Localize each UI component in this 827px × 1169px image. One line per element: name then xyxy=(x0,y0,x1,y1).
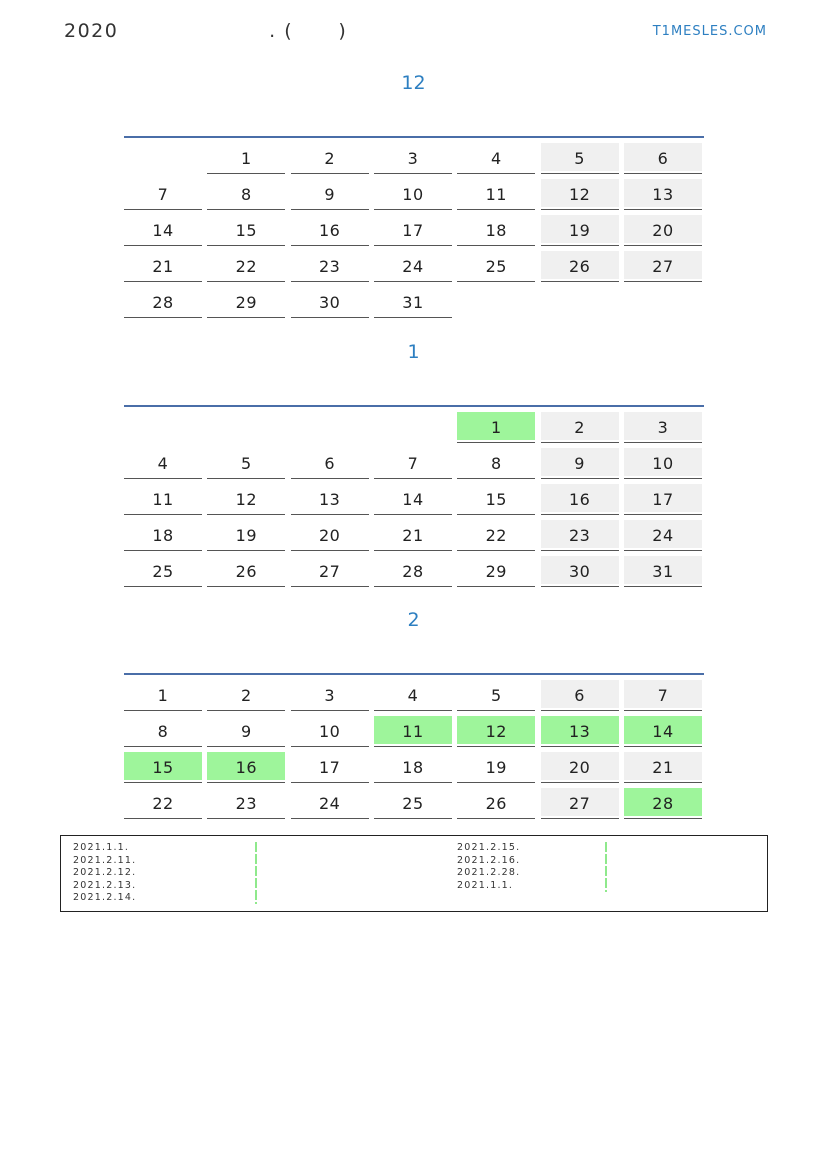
legend-date: 2021.1.1. xyxy=(73,842,130,853)
legend-date: 2021.2.14. xyxy=(73,892,137,903)
day-number: 12 xyxy=(235,490,257,509)
day-number: 30 xyxy=(568,562,591,581)
day-number: 11 xyxy=(152,490,174,509)
day-number: 4 xyxy=(407,686,419,705)
day-number: 29 xyxy=(485,562,507,581)
calendar-day xyxy=(541,246,619,282)
day-number: 24 xyxy=(318,794,341,813)
day-number: 22 xyxy=(235,257,257,276)
calendar-day xyxy=(291,515,369,551)
calendar-day xyxy=(374,783,452,819)
day-number: 6 xyxy=(657,149,669,168)
day-number: 10 xyxy=(402,185,424,204)
day-number: 8 xyxy=(490,454,502,473)
calendar-day xyxy=(124,174,202,210)
calendar-empty-cell xyxy=(457,282,535,318)
day-number: 18 xyxy=(402,758,424,777)
calendar-day xyxy=(541,783,619,819)
day-number: 29 xyxy=(235,293,257,312)
calendar-day xyxy=(374,210,452,246)
calendar-day xyxy=(124,443,202,479)
day-number: 23 xyxy=(235,794,257,813)
day-number: 24 xyxy=(652,526,674,545)
calendar-day xyxy=(124,515,202,551)
calendar-month-12 xyxy=(124,136,704,318)
day-number: 20 xyxy=(652,221,674,240)
calendar-day xyxy=(374,675,452,711)
day-number: 22 xyxy=(152,794,174,813)
day-number: 19 xyxy=(485,758,507,777)
calendar-week-row xyxy=(124,479,704,515)
month-title-12: 12 xyxy=(401,72,426,94)
calendar-week-row xyxy=(124,210,704,246)
day-number: 1 xyxy=(157,686,169,705)
calendar-day xyxy=(291,210,369,246)
day-number: 11 xyxy=(402,722,424,741)
calendar-day xyxy=(374,246,452,282)
calendar-day xyxy=(207,747,285,783)
calendar-week-row xyxy=(124,407,704,443)
day-number: 7 xyxy=(657,686,669,705)
day-number: 31 xyxy=(402,293,424,312)
calendar-day xyxy=(124,783,202,819)
calendar-day xyxy=(624,174,702,210)
month-title-2: 2 xyxy=(407,609,420,631)
calendar-day xyxy=(291,711,369,747)
calendar-day xyxy=(374,551,452,587)
calendar-day xyxy=(457,675,535,711)
calendar-week-row xyxy=(124,675,704,711)
calendar-day xyxy=(624,246,702,282)
calendar-day xyxy=(457,711,535,747)
day-number: 9 xyxy=(574,454,585,473)
day-number: 5 xyxy=(574,149,585,168)
day-number: 15 xyxy=(485,490,507,509)
legend-left-column xyxy=(73,842,136,905)
day-number: 3 xyxy=(657,418,669,437)
day-number: 8 xyxy=(240,185,252,204)
calendar-day xyxy=(124,551,202,587)
calendar-day xyxy=(207,174,285,210)
day-number: 25 xyxy=(485,257,507,276)
day-number: 20 xyxy=(318,526,341,545)
day-number: 11 xyxy=(485,185,507,204)
day-number: 6 xyxy=(324,454,335,473)
day-number: 27 xyxy=(318,562,341,581)
day-number: 5 xyxy=(490,686,502,705)
day-number: 27 xyxy=(652,257,674,276)
calendar-day xyxy=(541,675,619,711)
calendar-empty-cell xyxy=(124,138,202,174)
calendar-day xyxy=(624,210,702,246)
calendar-day xyxy=(374,443,452,479)
calendar-day xyxy=(457,515,535,551)
day-number: 3 xyxy=(324,686,335,705)
calendar-day xyxy=(374,515,452,551)
calendar-day xyxy=(207,282,285,318)
day-number: 4 xyxy=(157,454,169,473)
calendar-day xyxy=(374,711,452,747)
day-number: 18 xyxy=(152,526,174,545)
calendar-day xyxy=(457,783,535,819)
calendar-day xyxy=(291,747,369,783)
calendar-day xyxy=(291,443,369,479)
legend-right-marker xyxy=(605,842,607,892)
calendar-day xyxy=(541,443,619,479)
calendar-day xyxy=(207,138,285,174)
calendar-day xyxy=(374,479,452,515)
calendar-day xyxy=(457,174,535,210)
day-number: 19 xyxy=(568,221,591,240)
day-number: 19 xyxy=(235,526,257,545)
month-title-1: 1 xyxy=(407,341,420,363)
calendar-day xyxy=(624,407,702,443)
calendar-day xyxy=(124,210,202,246)
calendar-day xyxy=(624,443,702,479)
day-number: 28 xyxy=(152,293,174,312)
day-number: 26 xyxy=(235,562,257,581)
day-number: 18 xyxy=(485,221,507,240)
calendar-day xyxy=(457,551,535,587)
calendar-day xyxy=(374,282,452,318)
calendar-day xyxy=(291,174,369,210)
day-number: 21 xyxy=(652,758,674,777)
calendar-day xyxy=(457,246,535,282)
legend-date: 2021.2.28. xyxy=(457,867,521,878)
calendar-day xyxy=(624,711,702,747)
day-number: 9 xyxy=(324,185,335,204)
day-number: 14 xyxy=(152,221,174,240)
day-number: 27 xyxy=(568,794,591,813)
calendar-day xyxy=(624,138,702,174)
calendar-day xyxy=(624,515,702,551)
day-number: 17 xyxy=(402,221,424,240)
day-number: 22 xyxy=(485,526,507,545)
day-number: 2 xyxy=(240,686,252,705)
legend-date: 2021.1.1. xyxy=(457,879,514,891)
calendar-day xyxy=(291,479,369,515)
calendar-day xyxy=(457,479,535,515)
calendar-day xyxy=(624,479,702,515)
calendar-day xyxy=(457,210,535,246)
legend-right-column xyxy=(457,842,520,892)
site-link[interactable]: T1MESLES.COM xyxy=(652,24,767,39)
day-number: 14 xyxy=(652,722,674,741)
day-number: 20 xyxy=(568,758,591,777)
day-number: 4 xyxy=(490,149,502,168)
day-number: 9 xyxy=(240,722,252,741)
calendar-day xyxy=(457,407,535,443)
calendar-day xyxy=(624,747,702,783)
calendar-week-row xyxy=(124,282,704,318)
calendar-day xyxy=(541,479,619,515)
calendar-empty-cell xyxy=(291,407,369,443)
calendar-day xyxy=(291,675,369,711)
day-number: 17 xyxy=(652,490,674,509)
calendar-day xyxy=(374,138,452,174)
day-number: 21 xyxy=(402,526,424,545)
day-number: 28 xyxy=(652,794,674,813)
calendar-week-row xyxy=(124,551,704,587)
calendar-day xyxy=(374,174,452,210)
day-number: 28 xyxy=(402,562,424,581)
calendar-day xyxy=(541,174,619,210)
calendar-day xyxy=(624,675,702,711)
page-header-year: 2020 . ( ) xyxy=(64,20,348,42)
calendar-day xyxy=(374,747,452,783)
day-number: 30 xyxy=(318,293,341,312)
calendar-month-1 xyxy=(124,405,704,587)
calendar-week-row xyxy=(124,515,704,551)
calendar-day xyxy=(207,675,285,711)
calendar-day xyxy=(207,515,285,551)
calendar-empty-cell xyxy=(207,407,285,443)
calendar-day xyxy=(624,783,702,819)
calendar-week-row xyxy=(124,443,704,479)
calendar-day xyxy=(457,443,535,479)
calendar-day xyxy=(291,282,369,318)
day-number: 1 xyxy=(240,149,252,168)
calendar-day xyxy=(207,443,285,479)
calendar-day xyxy=(207,479,285,515)
calendar-empty-cell xyxy=(541,282,619,318)
calendar-week-row xyxy=(124,138,704,174)
calendar-day xyxy=(291,138,369,174)
day-number: 12 xyxy=(568,185,591,204)
day-number: 1 xyxy=(490,418,502,437)
day-number: 21 xyxy=(152,257,174,276)
calendar-day xyxy=(124,711,202,747)
calendar-day xyxy=(207,551,285,587)
legend-left-marker xyxy=(255,842,257,904)
calendar-week-row xyxy=(124,246,704,282)
calendar-day xyxy=(541,515,619,551)
calendar-week-row xyxy=(124,711,704,747)
calendar-day xyxy=(624,551,702,587)
day-number: 10 xyxy=(318,722,341,741)
day-number: 13 xyxy=(318,490,341,509)
calendar-day xyxy=(207,783,285,819)
legend-date: 2021.2.11. xyxy=(73,854,137,866)
legend-date: 2021.2.16. xyxy=(457,854,521,866)
day-number: 6 xyxy=(574,686,585,705)
calendar-day xyxy=(207,246,285,282)
day-number: 2 xyxy=(574,418,585,437)
calendar-week-row xyxy=(124,747,704,783)
legend-date: 2021.2.15. xyxy=(457,842,521,853)
calendar-day xyxy=(457,138,535,174)
calendar-day xyxy=(124,282,202,318)
calendar-day xyxy=(124,675,202,711)
day-number: 26 xyxy=(568,257,591,276)
day-number: 13 xyxy=(652,185,674,204)
day-number: 13 xyxy=(568,722,591,741)
calendar-day xyxy=(291,783,369,819)
day-number: 15 xyxy=(152,758,174,777)
calendar-day xyxy=(124,747,202,783)
legend-date: 2021.2.12. xyxy=(73,867,137,878)
day-number: 25 xyxy=(152,562,174,581)
day-number: 7 xyxy=(157,185,169,204)
day-number: 25 xyxy=(402,794,424,813)
day-number: 16 xyxy=(568,490,591,509)
calendar-day xyxy=(541,747,619,783)
calendar-day xyxy=(124,479,202,515)
calendar-day xyxy=(124,246,202,282)
day-number: 26 xyxy=(485,794,507,813)
calendar-day xyxy=(291,551,369,587)
calendar-day xyxy=(457,747,535,783)
calendar-day xyxy=(541,210,619,246)
day-number: 15 xyxy=(235,221,257,240)
calendar-day xyxy=(541,551,619,587)
day-number: 10 xyxy=(652,454,674,473)
day-number: 7 xyxy=(407,454,419,473)
calendar-empty-cell xyxy=(374,407,452,443)
day-number: 23 xyxy=(568,526,591,545)
day-number: 23 xyxy=(318,257,341,276)
day-number: 12 xyxy=(485,722,507,741)
day-number: 31 xyxy=(652,562,674,581)
holiday-legend xyxy=(60,835,768,912)
day-number: 14 xyxy=(402,490,424,509)
calendar-day xyxy=(291,246,369,282)
day-number: 16 xyxy=(235,758,257,777)
calendar-empty-cell xyxy=(624,282,702,318)
calendar-day xyxy=(207,210,285,246)
calendar-week-row xyxy=(124,174,704,210)
day-number: 17 xyxy=(318,758,341,777)
calendar-day xyxy=(541,407,619,443)
day-number: 24 xyxy=(402,257,424,276)
calendar-empty-cell xyxy=(124,407,202,443)
calendar-week-row xyxy=(124,783,704,819)
day-number: 8 xyxy=(157,722,169,741)
day-number: 3 xyxy=(407,149,419,168)
calendar-day xyxy=(541,138,619,174)
day-number: 16 xyxy=(318,221,341,240)
calendar-month-2 xyxy=(124,673,704,819)
day-number: 5 xyxy=(240,454,252,473)
legend-date: 2021.2.13. xyxy=(73,879,137,891)
calendar-day xyxy=(207,711,285,747)
calendar-day xyxy=(541,711,619,747)
day-number: 2 xyxy=(324,149,335,168)
